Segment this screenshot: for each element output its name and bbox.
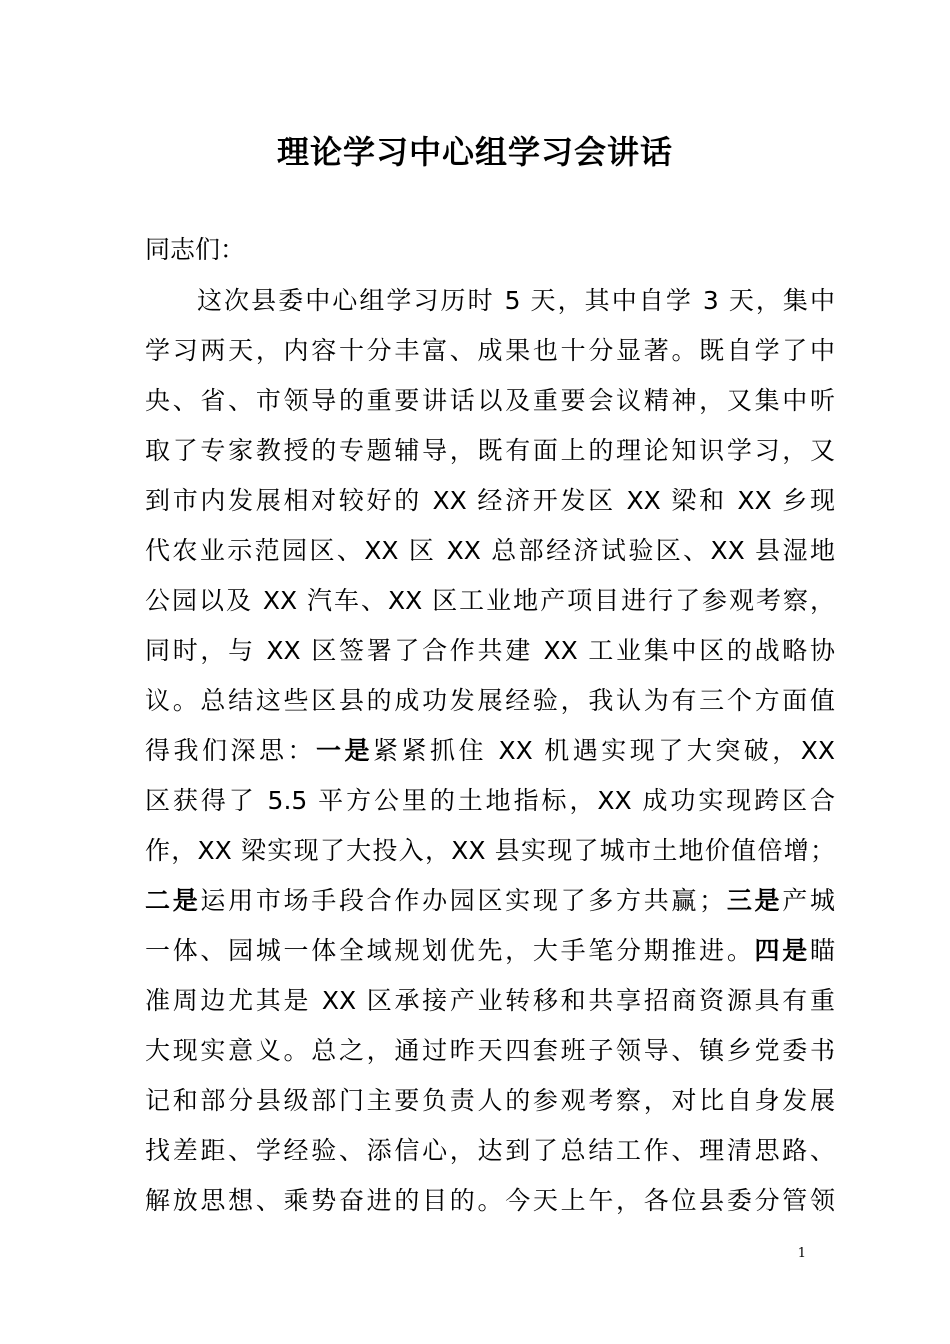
body-line	[145, 881, 835, 931]
body-text-segment: 瞄	[809, 936, 835, 965]
emphasis-text: 一是	[316, 736, 374, 765]
body-text-segment: 这次县委中心组学习历时 5 天，其中自学 3 天，集中	[197, 286, 835, 315]
body-text	[145, 281, 835, 1231]
body-text-segment: 记和部分县级部门主要负责人的参观考察，对比自身发展	[145, 1086, 835, 1115]
body-line	[145, 531, 835, 581]
body-text-segment: 到市内发展相对较好的 XX 经济开发区 XX 梁和 XX 乡现	[145, 486, 835, 515]
body-line	[145, 1131, 835, 1181]
emphasis-text: 四是	[754, 936, 810, 965]
body-line	[145, 781, 835, 831]
body-text-segment: 央、省、市领导的重要讲话以及重要会议精神，又集中听	[145, 386, 835, 415]
page-number: 1	[797, 1246, 806, 1261]
body-line	[145, 681, 835, 731]
body-text-segment: 一体、园城一体全域规划优先，大手笔分期推进。	[145, 936, 755, 965]
body-line	[145, 381, 835, 431]
body-text-segment: 准周边尤其是 XX 区承接产业转移和共享招商资源具有重	[145, 986, 835, 1015]
body-text-segment: 产城	[782, 886, 835, 915]
document-title: 理论学习中心组学习会讲话	[276, 133, 673, 171]
body-text-segment: 公园以及 XX 汽车、XX 区工业地产项目进行了参观考察，	[145, 586, 835, 615]
body-text-segment: 学习两天，内容十分丰富、成果也十分显著。既自学了中	[145, 336, 835, 365]
body-line	[145, 931, 835, 981]
body-line	[145, 831, 835, 881]
body-text-segment: 运用市场手段合作办园区实现了多方共赢；	[200, 886, 725, 915]
body-line	[145, 731, 835, 781]
body-line	[145, 1031, 835, 1081]
body-text-segment: 同时，与 XX 区签署了合作共建 XX 工业集中区的战略协	[145, 636, 835, 665]
body-text-segment: 代农业示范园区、XX 区 XX 总部经济试验区、XX 县湿地	[145, 536, 835, 565]
body-line	[145, 1081, 835, 1131]
body-line	[145, 281, 835, 331]
body-line	[145, 331, 835, 381]
body-line	[145, 981, 835, 1031]
body-text-segment: 取了专家教授的专题辅导，既有面上的理论知识学习，又	[145, 436, 835, 465]
salutation: 同志们：	[145, 235, 246, 264]
body-line	[145, 431, 835, 481]
body-text-segment: 紧紧抓住 XX 机遇实现了大突破，XX	[373, 736, 835, 765]
body-line	[145, 1181, 835, 1231]
emphasis-text: 二是	[145, 886, 201, 915]
body-line	[145, 481, 835, 531]
body-line	[145, 581, 835, 631]
body-text-segment: 找差距、学经验、添信心，达到了总结工作、理清思路、	[145, 1136, 835, 1165]
body-text-segment: 大现实意义。总之，通过昨天四套班子领导、镇乡党委书	[145, 1036, 835, 1065]
emphasis-text: 三是	[724, 886, 783, 915]
body-text-segment: 解放思想、乘势奋进的目的。今天上午，各位县委分管领	[145, 1186, 835, 1215]
body-text-segment: 得我们深思：	[145, 736, 317, 765]
body-text-segment: 议。总结这些区县的成功发展经验，我认为有三个方面值	[145, 686, 835, 715]
body-text-segment: 区获得了 5.5 平方公里的土地指标，XX 成功实现跨区合	[145, 786, 835, 815]
body-line	[145, 631, 835, 681]
body-text-segment: 作，XX 梁实现了大投入，XX 县实现了城市土地价值倍增；	[145, 836, 835, 865]
